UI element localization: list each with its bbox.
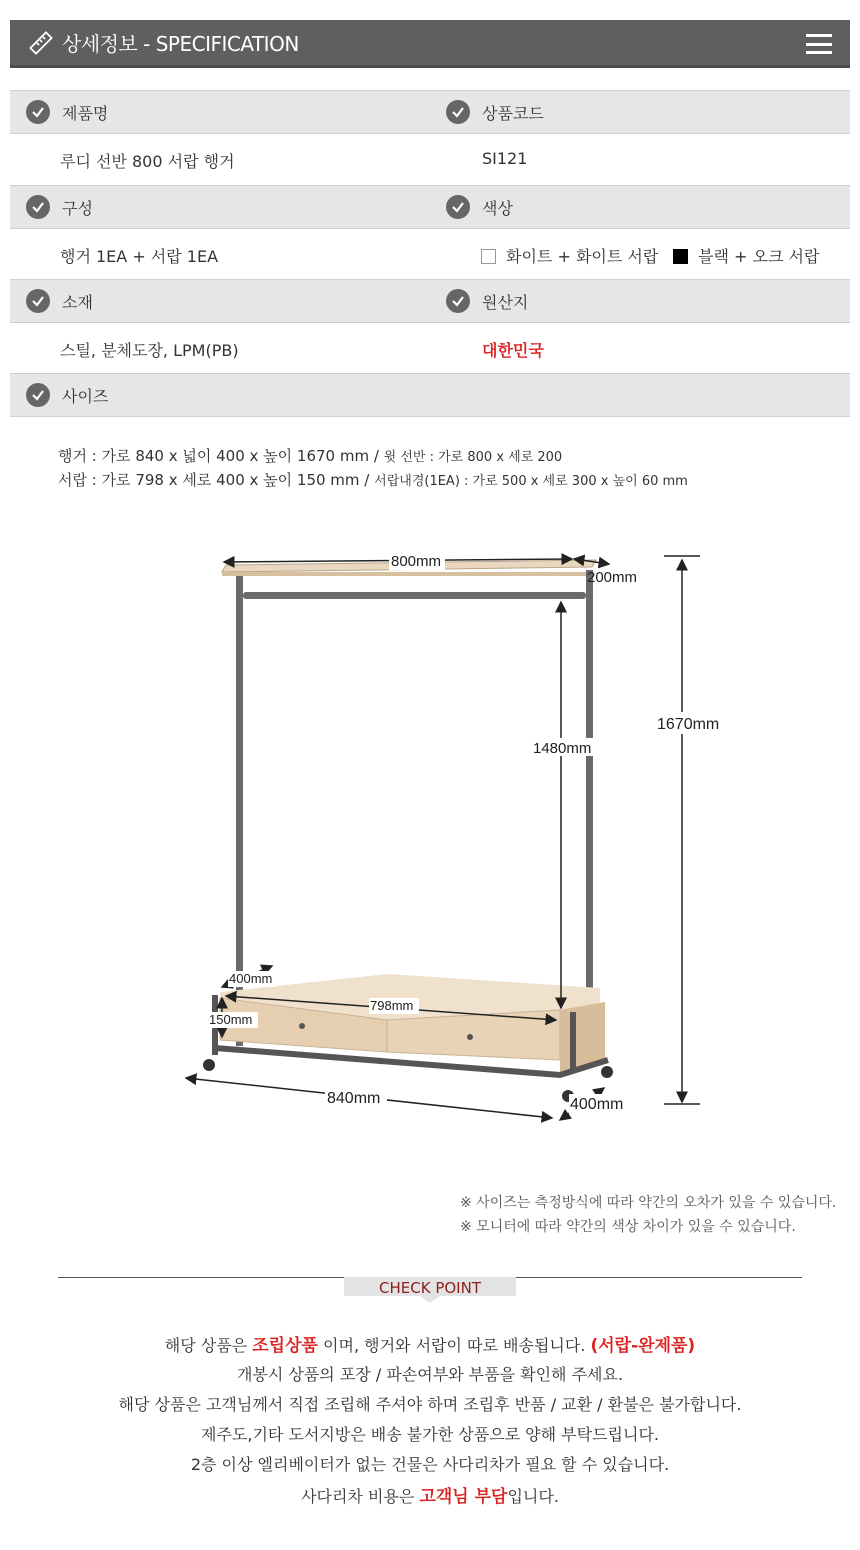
product-name: 루디 선반 800 서랍 행거 — [60, 152, 235, 171]
check-circle-icon — [446, 289, 470, 313]
check-circle-icon — [446, 195, 470, 219]
note-monitor-color: ※ 모니터에 따라 약간의 색상 차이가 있을 수 있습니다. — [460, 1219, 796, 1235]
check-circle-icon — [26, 195, 50, 219]
check-circle-icon — [26, 289, 50, 313]
checkpoint-line-2: 개봉시 상품의 포장 / 파손여부와 부품을 확인해 주세요. — [236, 1365, 624, 1384]
checkpoint-label: CHECK POINT — [379, 1279, 481, 1297]
origin-label: 원산지 — [482, 292, 529, 312]
spec-row-size — [10, 373, 850, 417]
size-line-hanger: 행거 : 가로 840 x 넓이 400 x 높이 1670 mm / 윗 선반 : 가로 800 x 세로 200 — [58, 447, 563, 465]
note-size-tolerance: ※ 사이즈는 측정방식에 따라 약간의 오차가 있을 수 있습니다. — [460, 1195, 837, 1211]
spec-row-composition — [10, 185, 850, 229]
dim-top-width: 800mm — [391, 553, 442, 570]
check-circle-icon — [26, 100, 50, 124]
check-circle-icon — [446, 100, 470, 124]
color-label: 색상 — [482, 198, 513, 218]
dim-inner-height: 1480mm — [533, 740, 592, 757]
black-swatch — [673, 249, 688, 264]
material: 스틸, 분체도장, LPM(PB) — [60, 341, 239, 360]
material-label: 소재 — [62, 292, 93, 312]
dim-total-height: 1670mm — [657, 716, 720, 733]
product-name-label: 제품명 — [62, 103, 109, 123]
hanger-frame — [236, 570, 593, 1046]
spec-row-material — [10, 279, 850, 323]
color-option-black: 블랙 + 오크 서랍 — [673, 244, 819, 267]
check-circle-icon — [26, 383, 50, 407]
dim-base-width: 840mm — [327, 1090, 381, 1107]
checkpoint-line-6: 사다리차 비용은 고객님 부담입니다. — [301, 1487, 559, 1507]
size-line-drawer: 서랍 : 가로 798 x 세로 400 x 높이 150 mm / 서랍내경(1EA) : 가로 500 x 세로 300 x 높이 60 mm — [58, 471, 688, 489]
ruler-icon — [28, 30, 54, 56]
spec-row-name — [10, 90, 850, 134]
checkpoint-line-3: 해당 상품은 고객님께서 직접 조립해 주셔야 하며 조립후 반품 / 교환 / 환불은 불가합니다. — [118, 1395, 742, 1414]
color-option-white: 화이트 + 화이트 서랍 — [481, 244, 658, 267]
size-label: 사이즈 — [62, 386, 109, 406]
composition: 행거 1EA + 서랍 1EA — [60, 247, 219, 266]
checkpoint-line-1: 해당 상품은 조립상품 이며, 행거와 서랍이 따로 배송됩니다. (서랍-완제품) — [164, 1336, 696, 1356]
dim-drawer-height: 150mm — [209, 1012, 253, 1027]
page-title: 상세정보 - SPECIFICATION — [62, 32, 299, 56]
dim-drawer-depth: 400mm — [229, 971, 273, 986]
drawer-cabinet — [203, 974, 613, 1102]
checkpoint-line-5: 2층 이상 엘리베이터가 없는 건물은 사다리차가 필요 할 수 있습니다. — [190, 1455, 670, 1474]
dim-drawer-width: 798mm — [370, 998, 414, 1013]
spec-header — [10, 20, 850, 68]
product-code-label: 상품코드 — [482, 103, 544, 123]
composition-label: 구성 — [62, 198, 93, 218]
product-dimension-diagram — [0, 540, 860, 1130]
white-swatch — [481, 249, 496, 264]
dim-top-depth: 200mm — [587, 569, 638, 586]
dim-base-depth: 400mm — [570, 1096, 624, 1113]
hamburger-menu-icon[interactable] — [806, 34, 832, 54]
product-code: SI121 — [482, 149, 528, 168]
checkpoint-line-4: 제주도,기타 도서지방은 배송 불가한 상품으로 양해 부탁드립니다. — [200, 1425, 659, 1444]
origin: 대한민국 — [482, 341, 544, 360]
